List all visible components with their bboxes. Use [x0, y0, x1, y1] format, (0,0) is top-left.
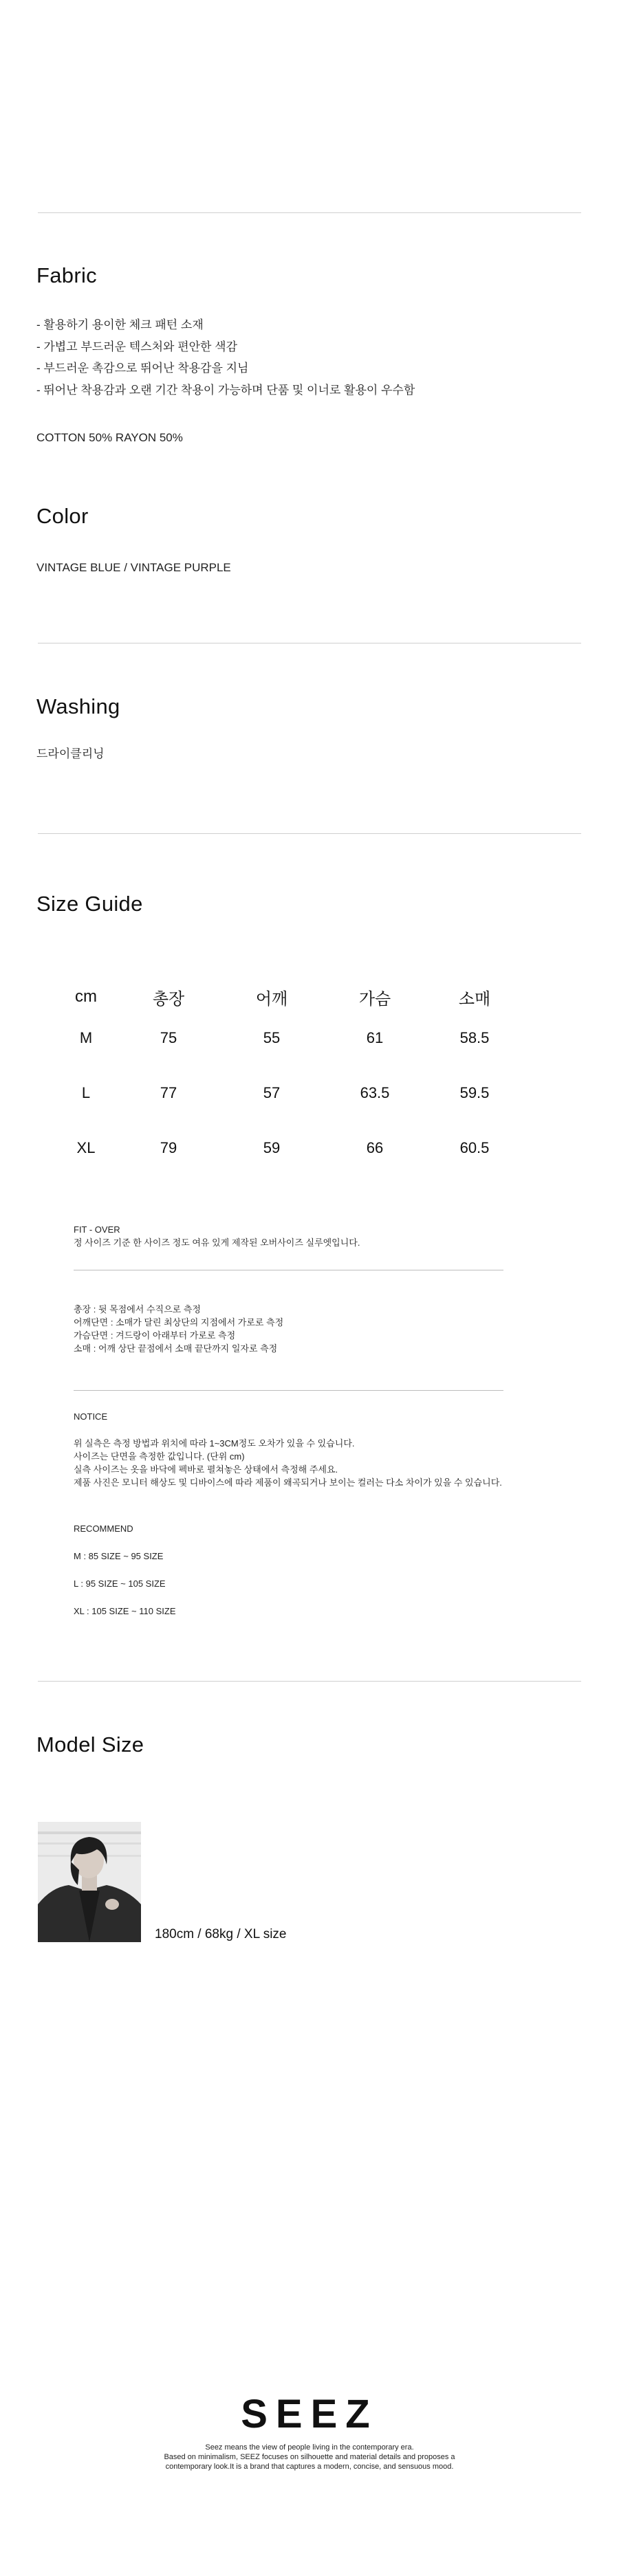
- fabric-bullet: - 가볍고 부드러운 텍스처와 편안한 색감: [36, 340, 238, 353]
- recommend-line: XL : 105 SIZE ~ 110 SIZE: [74, 1606, 176, 1616]
- size-value: 60.5: [459, 1139, 490, 1156]
- size-label: XL: [76, 1139, 96, 1156]
- size-label: M: [79, 1029, 93, 1046]
- color-heading: Color: [36, 504, 89, 528]
- model-photo-image: [38, 1822, 141, 1942]
- size-value: 79: [160, 1139, 177, 1156]
- size-value: 77: [160, 1084, 177, 1101]
- size-value: 57: [263, 1084, 281, 1101]
- size-table-header: 총장: [152, 989, 185, 1009]
- size-value: 59.5: [459, 1084, 490, 1101]
- measurement-note: 가슴단면 : 겨드랑이 아래부터 가로로 측정: [74, 1330, 236, 1341]
- size-table-header: 가슴: [358, 989, 391, 1009]
- fit-title: FIT - OVER: [74, 1224, 120, 1235]
- size-value: 66: [366, 1139, 384, 1156]
- size-value: 63.5: [360, 1084, 390, 1101]
- fabric-bullet: - 뛰어난 착용감과 오랜 기간 착용이 가능하며 단품 및 이너로 활용이 우수함: [36, 383, 415, 397]
- size-table-header: cm: [75, 987, 97, 1006]
- brand-logo: SEEZ: [241, 2392, 378, 2436]
- size-table: [55, 983, 523, 1176]
- recommend-line: L : 95 SIZE ~ 105 SIZE: [74, 1578, 166, 1589]
- size-table-header-row: [55, 983, 523, 1011]
- notice-line: 실측 사이즈는 옷을 바닥에 펙바로 펼쳐놓은 상태에서 측정해 주세요.: [74, 1464, 338, 1475]
- color-value: VINTAGE BLUE / VINTAGE PURPLE: [36, 561, 231, 574]
- brand-description: [0, 2443, 619, 2472]
- recommend-line: M : 85 SIZE ~ 95 SIZE: [74, 1551, 164, 1561]
- notice-line: 위 실측은 측정 방법과 위치에 따라 1~3CM정도 오차가 있을 수 있습니다.: [74, 1438, 355, 1449]
- size-table-header: 소매: [458, 989, 491, 1009]
- size-table-row: [55, 1121, 523, 1176]
- washing-heading: Washing: [36, 694, 120, 718]
- brand-line: Based on minimalism, SEEZ focuses on silhouette and material details and proposes a: [164, 2453, 455, 2461]
- size-label: L: [81, 1084, 91, 1101]
- measurement-notes: [74, 1303, 283, 1355]
- size-table-row: [55, 1066, 523, 1121]
- size-guide-heading: Size Guide: [36, 892, 143, 916]
- fit-description: 정 사이즈 기준 한 사이즈 정도 여유 있게 제작된 오버사이즈 실루엣입니다.: [74, 1237, 360, 1248]
- fabric-bullet-list: [36, 314, 415, 401]
- measurement-note: 소매 : 어깨 상단 끝점에서 소매 끝단까지 일자로 측정: [74, 1343, 278, 1354]
- fabric-heading: Fabric: [36, 263, 97, 287]
- washing-value: 드라이클리닝: [36, 747, 105, 760]
- recommend-title: RECOMMEND: [74, 1523, 133, 1534]
- size-value: 75: [160, 1029, 177, 1046]
- divider-washing: [38, 833, 581, 834]
- model-photo: [38, 1822, 141, 1942]
- notice-line: 제품 사진은 모니터 해상도 및 디바이스에 따라 제품이 왜곡되거나 보이는 컬러는 다소 차이가 있을 수 있습니다.: [74, 1477, 502, 1488]
- notice-title: NOTICE: [74, 1411, 108, 1422]
- size-value: 55: [263, 1029, 281, 1046]
- divider-measure: [74, 1390, 503, 1391]
- size-value: 59: [263, 1139, 281, 1156]
- divider-size-guide: [38, 1681, 581, 1682]
- fabric-bullet: - 활용하기 용이한 체크 패턴 소재: [36, 318, 204, 331]
- fabric-bullet: - 부드러운 촉감으로 뛰어난 착용감을 지님: [36, 362, 249, 375]
- size-table-row: [55, 1011, 523, 1066]
- fabric-composition: COTTON 50% RAYON 50%: [36, 431, 183, 444]
- size-value: 61: [366, 1029, 384, 1046]
- brand-line: Seez means the view of people living in the contemporary era.: [205, 2443, 414, 2452]
- brand-line: contemporary look.It is a brand that captures a modern, concise, and sensuous mood.: [165, 2463, 454, 2471]
- model-size-caption: 180cm / 68kg / XL size: [155, 1927, 287, 1941]
- size-value: 58.5: [459, 1029, 490, 1046]
- model-size-heading: Model Size: [36, 1732, 144, 1757]
- divider-top: [38, 212, 581, 213]
- measurement-note: 총장 : 뒷 목점에서 수직으로 측정: [74, 1304, 201, 1314]
- notice-block: [74, 1437, 502, 1489]
- size-table-header: 어깨: [255, 989, 288, 1009]
- fit-block: [74, 1223, 360, 1249]
- notice-line: 사이즈는 단면을 측정한 값입니다. (단위 cm): [74, 1451, 245, 1462]
- measurement-note: 어깨단면 : 소매가 달린 최상단의 지점에서 가로로 측정: [74, 1317, 284, 1328]
